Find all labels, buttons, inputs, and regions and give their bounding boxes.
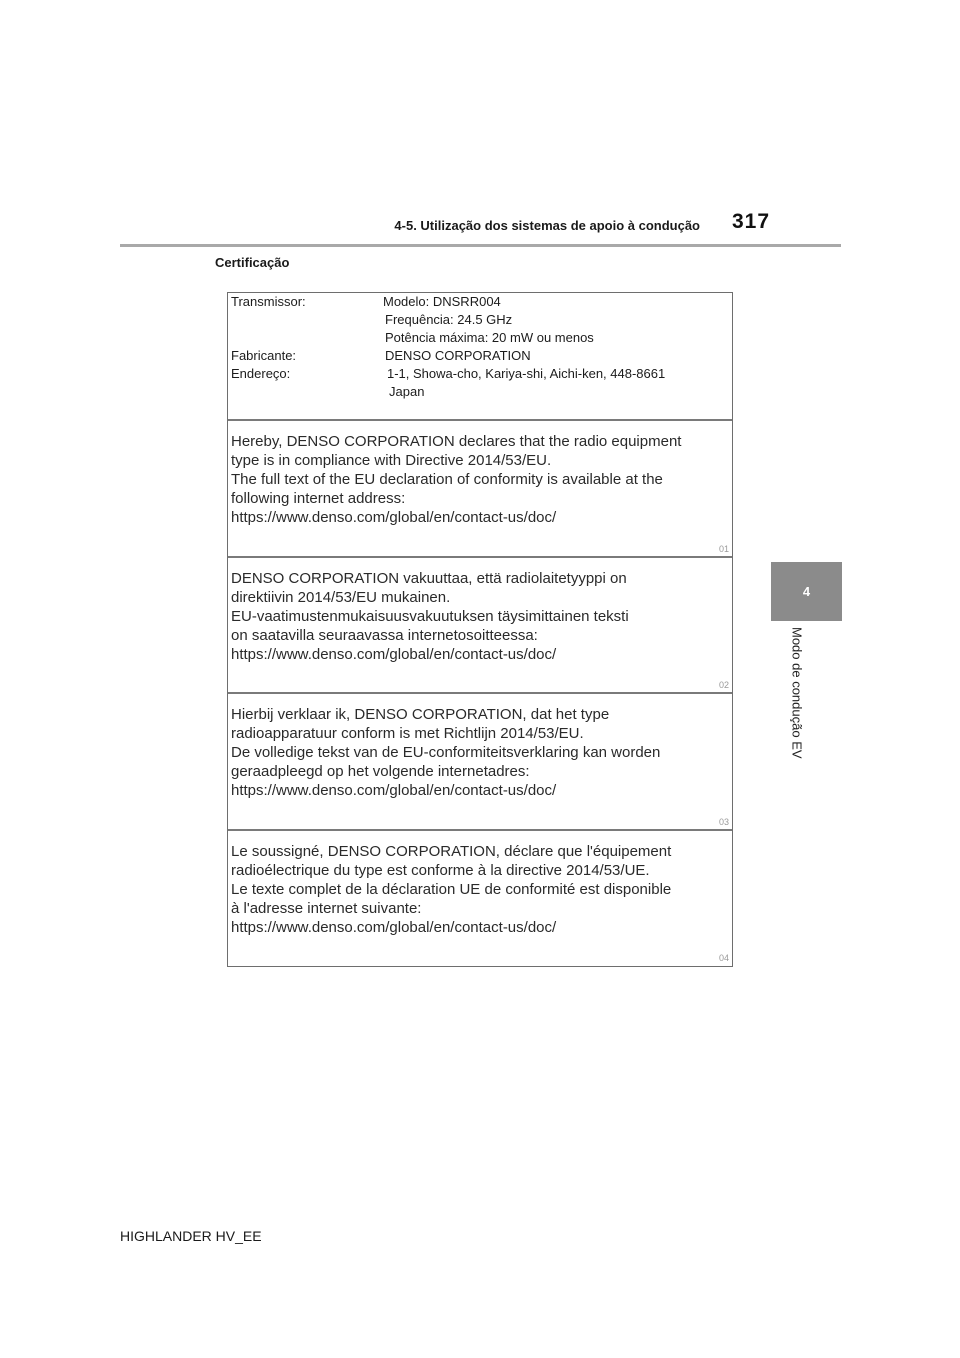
spec-label: Fabricante:	[231, 348, 297, 363]
certification-box	[227, 292, 733, 967]
declaration-line: EU-vaatimustenmukaisuusvakuutuksen täysimittainen teksti	[231, 608, 629, 625]
declaration-line: on saatavilla seuraavassa internetosoitteessa:	[231, 627, 538, 644]
section-title: Certificação	[215, 255, 290, 270]
spec-value: Japan	[389, 384, 425, 399]
spec-row	[228, 348, 732, 366]
declaration-line: Le soussigné, DENSO CORPORATION, déclare que l'équipement	[231, 843, 672, 860]
spec-label: Transmissor:	[231, 294, 306, 309]
declaration-line: direktiivin 2014/53/EU mukainen.	[231, 589, 451, 606]
spec-row	[228, 384, 732, 402]
declaration-line: Hierbij verklaar ik, DENSO CORPORATION, dat het type	[231, 706, 610, 723]
spec-value: Modelo: DNSRR004	[383, 294, 501, 309]
chapter-side-label	[767, 626, 827, 759]
declaration-line: https://www.denso.com/global/en/contact-us/doc/	[231, 509, 557, 526]
spec-value: 1-1, Showa-cho, Kariya-shi, Aichi-ken, 448-8661	[387, 366, 666, 381]
chapter-tab	[771, 562, 842, 621]
declaration-line: De volledige tekst van de EU-conformiteitsverklaring kan worden	[231, 744, 661, 761]
declaration-line: Hereby, DENSO CORPORATION declares that the radio equipment	[231, 433, 682, 450]
declaration-dutch	[228, 692, 732, 829]
chapter-label: Modo de condução EV	[789, 626, 805, 759]
declaration-line: radioapparatuur conform is met Richtlijn 2014/53/EU.	[231, 725, 584, 742]
declaration-english	[228, 419, 732, 556]
declaration-line: https://www.denso.com/global/en/contact-us/doc/	[231, 919, 557, 936]
spec-value: DENSO CORPORATION	[385, 348, 531, 363]
spec-label: Endereço:	[231, 366, 291, 381]
declaration-code: 03	[718, 817, 729, 827]
chapter-number: 4	[802, 584, 811, 599]
declaration-line: https://www.denso.com/global/en/contact-us/doc/	[231, 646, 557, 663]
model-footer: HIGHLANDER HV_EE	[120, 1228, 262, 1244]
declaration-line: type is in compliance with Directive 2014/53/EU.	[231, 452, 552, 469]
declaration-line: Le texte complet de la déclaration UE de conformité est disponible	[231, 881, 672, 898]
transmitter-spec	[228, 293, 732, 419]
declaration-line: radioélectrique du type est conforme à la directive 2014/53/UE.	[231, 862, 650, 879]
chapter-section-title: 4-5. Utilização dos sistemas de apoio à condução	[394, 218, 700, 233]
declaration-line: DENSO CORPORATION vakuuttaa, että radiolaitetyyppi on	[231, 570, 627, 587]
declaration-line: following internet address:	[231, 490, 406, 507]
declaration-french	[228, 829, 732, 965]
declaration-finnish	[228, 556, 732, 692]
spec-row	[228, 294, 732, 312]
spec-row	[228, 366, 732, 384]
declaration-code: 04	[718, 953, 729, 963]
header-rule	[120, 244, 841, 247]
page-number: 317	[732, 210, 771, 233]
spec-value: Frequência: 24.5 GHz	[385, 312, 513, 327]
declaration-line: geraadpleegd op het volgende internetadres:	[231, 763, 530, 780]
declaration-line: The full text of the EU declaration of conformity is available at the	[231, 471, 663, 488]
spec-value: Potência máxima: 20 mW ou menos	[385, 330, 594, 345]
declaration-line: à l'adresse internet suivante:	[231, 900, 422, 917]
declaration-line: https://www.denso.com/global/en/contact-us/doc/	[231, 782, 557, 799]
declaration-code: 02	[718, 680, 729, 690]
spec-row	[228, 312, 732, 330]
declaration-code: 01	[718, 544, 729, 554]
spec-row	[228, 330, 732, 348]
